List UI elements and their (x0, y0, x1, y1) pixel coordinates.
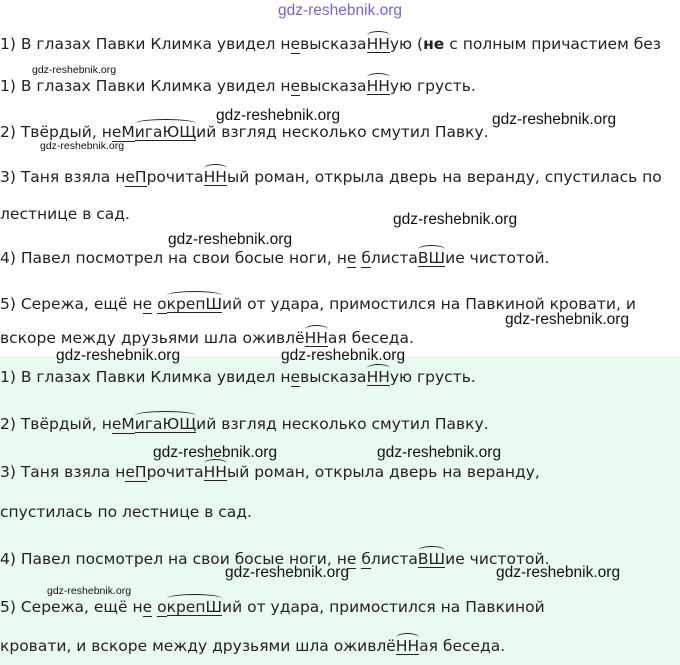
watermark: gdz-reshebnik.org (225, 564, 350, 581)
suffix-mark: НН (203, 168, 227, 186)
underlined-letter: е (125, 463, 135, 481)
underlined-letter: б (361, 249, 371, 267)
bottom-line-2 (0, 414, 489, 434)
top-line-8 (0, 328, 414, 348)
text-segment: рочита (146, 463, 204, 481)
underlined-letter: б (361, 550, 371, 568)
underlined-letter: е (290, 77, 301, 95)
text-segment: ий от удара, примостился на Павкиной (222, 598, 545, 616)
bottom-line-4 (0, 502, 252, 522)
text-segment: ий взгляд несколько смутил Павку. (196, 123, 489, 141)
watermark: gdz-reshebnik.org (377, 444, 502, 461)
underlined-letter: е (125, 168, 135, 186)
text-segment: 3) Таня взяла н (0, 463, 126, 481)
text-segment: с полным причастием без (444, 35, 662, 53)
text-segment: кровати, и вскоре между друзьями шла оживлё (0, 637, 396, 655)
text-segment: ие чистотой. (445, 550, 550, 568)
top-line-5 (0, 204, 130, 224)
text-segment: 4) Павел посмотрел на свои босые ноги, н (0, 249, 347, 267)
suffix-mark: НН (304, 329, 328, 347)
suffix-mark: НН (366, 35, 390, 53)
text-segment: 1) В глазах Павки Климка увидел н (0, 77, 291, 95)
text-segment: ая беседа. (419, 637, 506, 655)
underlined-letter: е (290, 35, 301, 53)
text-segment: 1) В глазах Павки Климка увидел н (0, 35, 291, 53)
text-segment: ие чистотой. (445, 249, 550, 267)
text-segment: 2) Твёрдый, н (0, 415, 112, 433)
watermark: gdz-reshebnik.org (393, 211, 518, 228)
watermark: gdz-reshebnik.org (32, 64, 117, 76)
text-segment: ую грусть. (389, 77, 476, 95)
text-segment: ий взгляд несколько смутил Павку. (196, 415, 489, 433)
suffix-mark: НН (366, 368, 390, 386)
text-segment: лестнице в сад. (0, 205, 130, 223)
text-segment: высказа (300, 77, 367, 95)
suffix-mark: ВШ (417, 550, 446, 568)
underlined-letter: П (134, 168, 147, 186)
text-segment: 4) Павел посмотрел на свои босые ноги, н (0, 550, 347, 568)
bottom-line-3 (0, 462, 540, 482)
watermark: gdz-reshebnik.org (153, 444, 278, 461)
underlined-letter: о (157, 598, 167, 616)
text-segment: 1) В глазах Павки Климка увидел н (0, 368, 291, 386)
header-watermark[interactable]: gdz-reshebnik.org (277, 2, 403, 19)
top-line-6 (0, 248, 549, 268)
underlined-letter: о (157, 295, 167, 313)
watermark: gdz-reshebnik.org (505, 311, 630, 328)
top-line-4 (0, 167, 662, 187)
text-segment: 5) Сережа, ещё н (0, 295, 143, 313)
watermark: gdz-reshebnik.org (216, 107, 341, 124)
suffix-mark: крепШ (166, 295, 223, 313)
suffix-mark: НН (395, 637, 420, 655)
bottom-line-6 (0, 597, 545, 617)
underlined-letter: е (142, 598, 153, 616)
watermark: gdz-reshebnik.org (47, 585, 132, 597)
suffix-mark: ВШ (417, 249, 446, 267)
text-segment: листа (370, 550, 418, 568)
suffix-mark: крепШ (166, 598, 223, 616)
text-segment: высказа (300, 368, 367, 386)
underlined-letter: М (121, 415, 135, 433)
text-segment: ый роман, открыла дверь на веранду, спустилась по (226, 168, 662, 186)
text-segment: вскоре между друзьями шла оживлё (0, 329, 305, 347)
text-segment: ый роман, открыла дверь на веранду, (226, 463, 540, 481)
underlined-letter: е (346, 249, 357, 267)
underlined-letter: М (121, 123, 135, 141)
text-segment: ий от удара, примостился на Павкиной кровати, и (222, 295, 636, 313)
text-segment: ую грусть. (389, 368, 476, 386)
top-line-3 (0, 122, 489, 142)
watermark: gdz-reshebnik.org (492, 111, 617, 128)
top-line-1 (0, 34, 661, 54)
watermark: gdz-reshebnik.org (40, 140, 125, 152)
text-segment: 5) Сережа, ещё н (0, 598, 143, 616)
suffix-mark: НН (366, 77, 390, 95)
text-segment: ую ( (389, 35, 424, 53)
bottom-line-7 (0, 636, 505, 656)
bold-text: не (423, 35, 445, 53)
underlined-letter: е (142, 295, 153, 313)
watermark: gdz-reshebnik.org (496, 564, 621, 581)
text-segment: 3) Таня взяла н (0, 168, 126, 186)
top-line-2 (0, 76, 476, 96)
underlined-letter: е (111, 415, 122, 433)
underlined-letter: П (134, 463, 147, 481)
suffix-mark: НН (203, 463, 227, 481)
underlined-letter: е (111, 123, 122, 141)
text-segment: листа (370, 249, 418, 267)
underlined-letter: е (346, 550, 357, 568)
bottom-line-1 (0, 367, 476, 387)
suffix-mark: игаЮЩ (134, 123, 197, 141)
text-segment: высказа (300, 35, 367, 53)
text-segment: спустилась по лестнице в сад. (0, 503, 252, 521)
watermark: gdz-reshebnik.org (168, 231, 293, 248)
suffix-mark: игаЮЩ (134, 415, 197, 433)
watermark: gdz-reshebnik.org (281, 347, 406, 364)
text-segment: рочита (146, 168, 204, 186)
text-segment: 2) Твёрдый, н (0, 123, 112, 141)
watermark: gdz-reshebnik.org (56, 347, 181, 364)
text-segment: ая беседа. (327, 329, 414, 347)
underlined-letter: е (290, 368, 301, 386)
